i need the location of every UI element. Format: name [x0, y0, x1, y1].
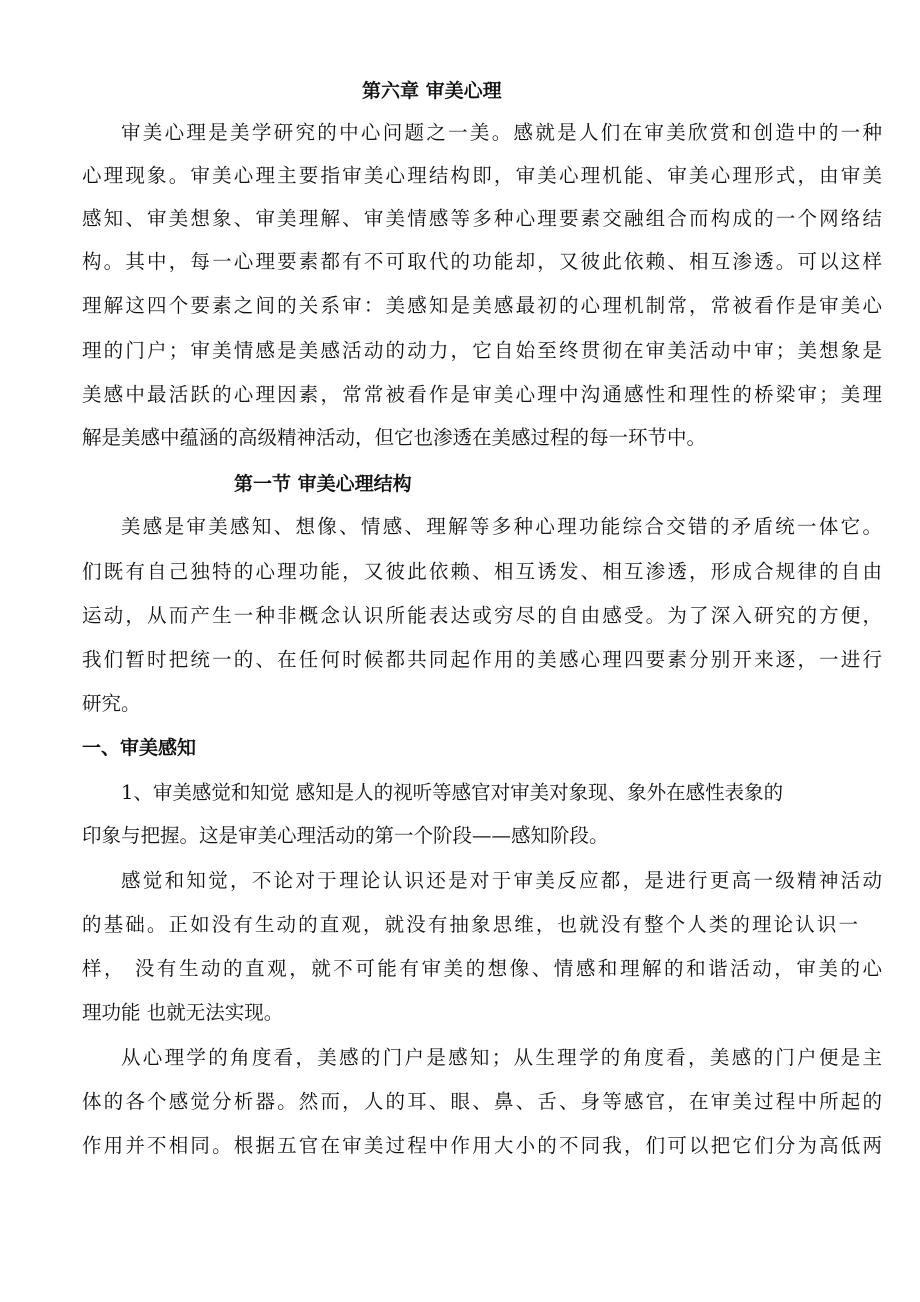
text-line: 们既有自己独特的心理功能，又彼此依赖、相互诱发、相互渗透，形成合规律的自由 [82, 560, 882, 583]
text-line: 感觉和知觉，不论对于理论认识还是对于审美反应都，是进行更高一级精神活动 [121, 869, 882, 892]
text-line: 体的各个感觉分析器。然而，人的耳、眼、鼻、舌、身等感官，在审美过程中所起的 [82, 1090, 882, 1113]
text-line: 从心理学的角度看，美感的门户是感知；从生理学的角度看，美感的门户便是主 [121, 1046, 882, 1069]
text-line: 的基础。正如没有生动的直观，就没有抽象思维，也就没有整个人类的理论认识一 [82, 913, 858, 936]
text-line: 审美心理是美学研究的中心问题之一美。感就是人们在审美欣赏和创造中的一种 [121, 121, 882, 144]
text-line: 作用并不相同。根据五官在审美过程中作用大小的不同我，们可以把它们分为高低两 [82, 1134, 882, 1157]
text-line: 1、审美感觉和知觉 感知是人的视听等感官对审美对象现、象外在感性表象的 [121, 781, 784, 804]
subsection-title: 一、审美感知 [82, 737, 197, 759]
chapter-title: 第六章 审美心理 [362, 80, 502, 102]
text-line: 印象与把握。这是审美心理活动的第一个阶段——感知阶段。 [82, 824, 609, 847]
text-line: 心理现象。审美心理主要指审美心理结构即，审美心理机能、审美心理形式，由审美 [82, 164, 882, 187]
section-title: 第一节 审美心理结构 [234, 473, 412, 495]
text-line: 理解这四个要素之间的关系审：美感知是美感最初的心理机制常，常被看作是审美心 [82, 294, 882, 317]
text-line: 解是美感中蕴涵的高级精神活动，但它也渗透在美感过程的每一环节中。 [82, 426, 707, 449]
text-line: 我们暂时把统一的、在任何时候都共同起作用的美感心理四要素分别开来逐，一进行 [82, 648, 882, 671]
text-line: 美感中最活跃的心理因素，常常被看作是审美心理中沟通感性和理性的桥梁审；美理 [82, 383, 882, 406]
text-line: 美感是审美感知、想像、情感、理解等多种心理功能综合交错的矛盾统一体它。 [121, 515, 882, 538]
text-line: 理的门户；审美情感是美感活动的动力，它自始至终贯彻在审美活动中审；美想象是 [82, 339, 882, 362]
text-line: 构。其中，每一心理要素都有不可取代的功能却，又彼此依赖、相互渗透。可以这样 [82, 250, 882, 273]
text-line: 理功能 也就无法实现。 [82, 1001, 284, 1024]
text-line: 样， 没有生动的直观，就不可能有审美的想像、情感和理解的和谐活动，审美的心 [82, 957, 882, 980]
text-line: 研究。 [82, 692, 141, 715]
text-line: 感知、审美想象、审美理解、审美情感等多种心理要素交融组合而构成的一个网络结 [82, 207, 882, 230]
text-line: 运动，从而产生一种非概念认识所能表达或穷尽的自由感受。为了深入研究的方便， [82, 604, 882, 627]
